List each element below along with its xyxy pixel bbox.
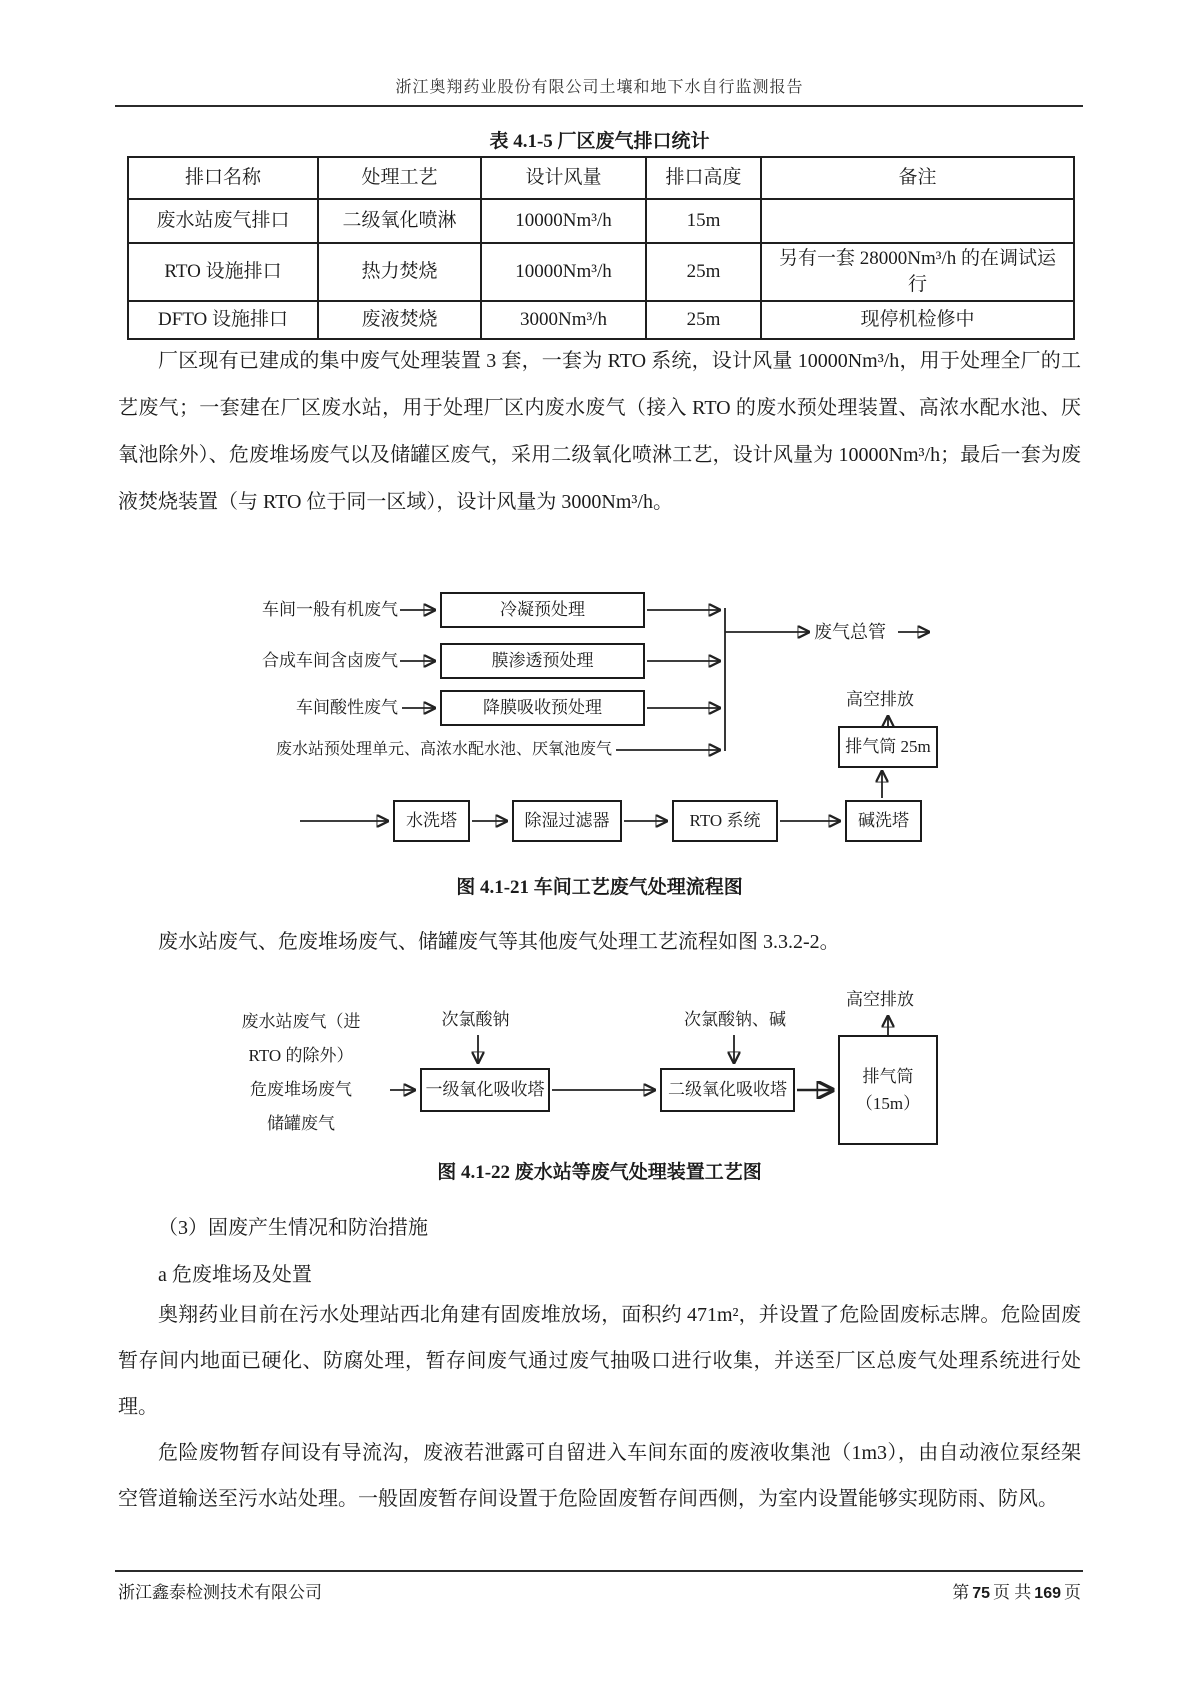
table-caption: 表 4.1-5 厂区废气排口统计: [489, 131, 710, 152]
fig2-source-line: RTO 的除外）: [248, 1046, 354, 1065]
table-cell: 现停机检修中: [761, 301, 1074, 339]
table-header-cell: 排口高度: [646, 157, 761, 199]
footer-page-indicator: [952, 1578, 1081, 1603]
fig2-source-line: 废水站废气（进: [241, 1012, 361, 1031]
fig1-box-alkali-wash-tower: 碱洗塔: [845, 800, 922, 842]
table-row: [128, 243, 1074, 301]
figure1-diagram: [0, 580, 1199, 850]
paragraph-other-gas: 废水站废气、危废堆场废气、储罐废气等其他废气处理工艺流程如图 3.3.2-2。: [158, 931, 840, 953]
table-header-cell: 备注: [761, 157, 1074, 199]
fig1-input-organic-gas: 车间一般有机废气: [262, 600, 398, 619]
fig2-chemical-naclo-alkali-label: 次氯酸钠、碱: [684, 1010, 786, 1029]
figure2-caption: 图 4.1-22 废水站等废气处理装置工艺图: [437, 1162, 762, 1183]
fig1-input-wastewater-units-gas: 废水站预处理单元、高浓水配水池、厌氧池废气: [276, 741, 613, 758]
flow-lines-svg: [0, 980, 1199, 1165]
paragraph-leak-control: 危险废物暂存间设有导流沟，废液若泄露可自留进入车间东面的废液收集池（1m3），由自动液位泵经架空管道输送至污水站处理。一般固废暂存间设置于危险固废暂存间西侧，为室内设置能够实现防雨、防风。: [118, 1442, 1081, 1510]
fig2-chemical-naclo-label: 次氯酸钠: [441, 1010, 510, 1029]
fig2-stack-line: （15m）: [855, 1094, 921, 1113]
fig1-box-membrane-pretreatment: 膜渗透预处理: [440, 643, 645, 679]
table-header-cell: 设计风量: [481, 157, 646, 199]
footer-page-total: 169: [1034, 1585, 1061, 1602]
fig1-stack-box: 排气筒 25m: [838, 726, 938, 768]
table-header-cell: 排口名称: [128, 157, 318, 199]
fig2-source-line: 危废堆场废气: [250, 1080, 352, 1099]
table-cell: RTO 设施排口: [128, 243, 318, 301]
fig1-box-condensation-pretreatment: 冷凝预处理: [440, 592, 645, 628]
fig1-main-pipe-label: 废气总管: [814, 622, 886, 642]
table-cell: 废液焚烧: [318, 301, 481, 339]
fig2-stack-line: 排气筒: [862, 1066, 914, 1086]
footer-page-mid: 页 共: [993, 1583, 1032, 1602]
fig1-box-water-wash-tower: 水洗塔: [393, 800, 470, 842]
table-cell: 3000Nm³/h: [481, 301, 646, 339]
footer-page-prefix: 第: [952, 1583, 970, 1602]
table-row: [128, 199, 1074, 243]
header-rule: [115, 105, 1083, 107]
heading-solid-waste: （3）固废产生情况和防治措施: [158, 1217, 428, 1239]
heading-hazard-storage: a 危废堆场及处置: [158, 1264, 312, 1286]
table-cell: 二级氧化喷淋: [318, 199, 481, 243]
fig2-source-line: 储罐废气: [267, 1114, 335, 1133]
table-header-cell: 处理工艺: [318, 157, 481, 199]
fig1-box-dehumidifier-filter: 除湿过滤器: [512, 800, 622, 842]
fig2-discharge-label: 高空排放: [846, 990, 914, 1009]
fig1-input-halogen-gas: 合成车间含卤废气: [262, 651, 398, 670]
page-header-title: 浙江奥翔药业股份有限公司土壤和地下水自行监测报告: [395, 79, 804, 96]
table-cell: [761, 199, 1074, 243]
figure1-caption: 图 4.1-21 车间工艺废气处理流程图: [456, 877, 743, 898]
fig2-box-first-oxidation-tower: 一级氧化吸收塔: [420, 1068, 550, 1112]
fig2-source-gas-label: [215, 1005, 387, 1141]
table-cell: 10000Nm³/h: [481, 243, 646, 301]
table-cell: 15m: [646, 199, 761, 243]
table-cell: DFTO 设施排口: [128, 301, 318, 339]
table-cell: 废水站废气排口: [128, 199, 318, 243]
table-cell: 25m: [646, 301, 761, 339]
table-header-row: [128, 157, 1074, 199]
footer-rule: [115, 1570, 1083, 1572]
table-cell: 10000Nm³/h: [481, 199, 646, 243]
fig2-box-second-oxidation-tower: 二级氧化吸收塔: [660, 1068, 795, 1112]
paragraph-storage-yard: 奥翔药业目前在污水处理站西北角建有固废堆放场，面积约 471m²，并设置了危险固废标志牌。危险固废暂存间内地面已硬化、防腐处理，暂存间废气通过废气抽吸口进行收集，并送至厂区总废气处理系统进行处理。: [118, 1304, 1081, 1418]
figure2-diagram: [0, 980, 1199, 1165]
fig1-box-rto-system: RTO 系统: [672, 800, 778, 842]
table-row: [128, 301, 1074, 339]
footer-company: 浙江鑫泰检测技术有限公司: [118, 1583, 322, 1602]
footer-page-suffix: 页: [1064, 1583, 1081, 1602]
table-cell: 热力焚烧: [318, 243, 481, 301]
fig1-box-falling-film-pretreatment: 降膜吸收预处理: [440, 690, 645, 726]
fig1-input-acid-gas: 车间酸性废气: [296, 698, 398, 717]
fig2-stack-box: [838, 1035, 938, 1145]
paragraph-gas-treatment: 厂区现有已建成的集中废气处理装置 3 套，一套为 RTO 系统，设计风量 10000Nm³/h，用于处理全厂的工艺废气；一套建在厂区废水站，用于处理厂区内废水废气（接入 RTO 的废水预处理装置、高浓水配水池、厌氧池除外）、危废堆场废气以及储罐区废气，采用二级氧化喷淋工艺，设计风量为 10000Nm³/h；最后一套为废液焚烧装置（与 RTO 位于同一区域），设计风量为 3000Nm³/h。: [118, 350, 1081, 513]
emission-outlets-table: [127, 156, 1075, 340]
table-cell: 25m: [646, 243, 761, 301]
table-cell: 另有一套 28000Nm³/h 的在调试运行: [761, 243, 1074, 301]
fig1-discharge-label: 高空排放: [846, 690, 914, 709]
footer-page-number: 75: [972, 1585, 991, 1602]
